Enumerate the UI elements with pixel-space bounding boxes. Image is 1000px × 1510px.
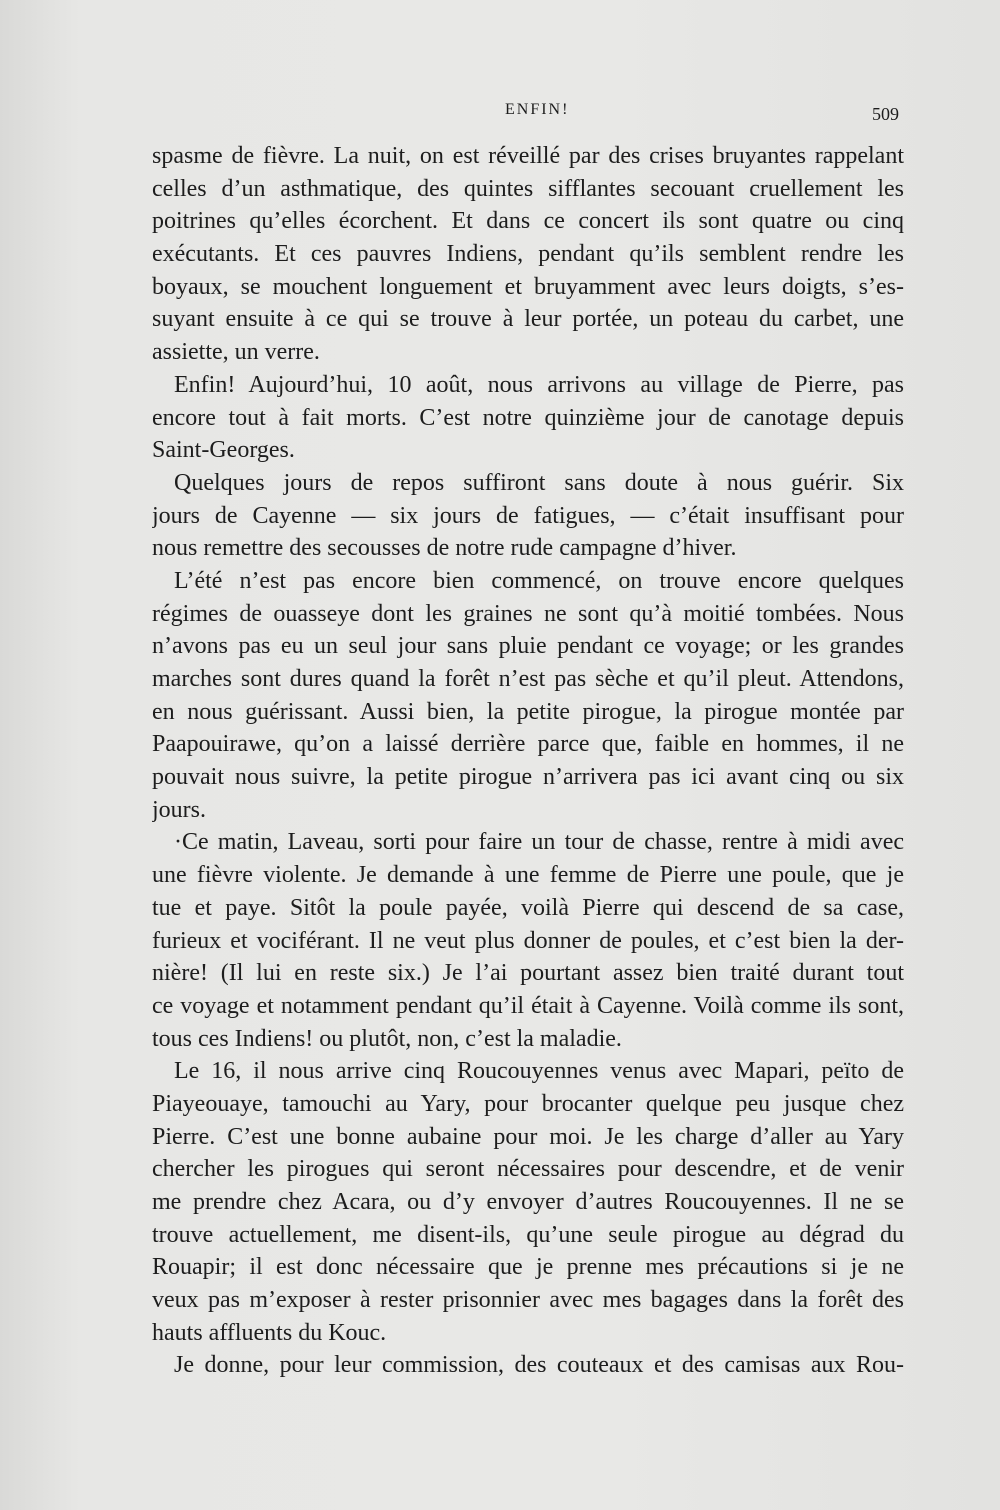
text-line: tous ces Indiens! ou plutôt, non, c’est la maladie. xyxy=(152,1025,622,1052)
text-line: tue et paye. Sitôt la poule payée, voilà Pierre qui descend de sa case, xyxy=(152,894,904,921)
text-line: ce voyage et notamment pendant qu’il était à Cayenne. Voilà comme ils sont, xyxy=(152,992,904,1019)
text-line: poitrines qu’elles écorchent. Et dans ce concert ils sont quatre ou cinq xyxy=(152,208,904,235)
text-line: Paapouirawe, qu’on a laissé derrière parce que, faible en hommes, il ne xyxy=(152,731,904,758)
text-line: Pierre. C’est une bonne aubaine pour moi. Je les charge d’aller au Yary xyxy=(152,1123,904,1150)
text-line: spasme de fièvre. La nuit, on est réveillé par des crises bruyantes rappelant xyxy=(152,143,904,169)
text-line: me prendre chez Acara, ou d’y envoyer d’autres Roucouyennes. Il ne se xyxy=(152,1189,904,1215)
text-line: Piayeouaye, tamouchi au Yary, pour brocanter quelque peu jusque chez xyxy=(152,1090,904,1117)
text-line: une fièvre violente. Je demande à une femme de Pierre une poule, que je xyxy=(152,862,904,889)
text-line: en nous guérissant. Aussi bien, la petite pirogue, la pirogue montée par xyxy=(152,698,904,725)
text-line: n’avons pas eu un seul jour sans pluie pendant ce voyage; or les grandes xyxy=(152,633,904,660)
text-line: jours. xyxy=(152,796,206,823)
text-line: chercher les pirogues qui seront nécessaires pour descendre, et de venir xyxy=(152,1156,904,1183)
text-line: L’été n’est pas encore bien commencé, on trouve encore quelques xyxy=(174,567,904,594)
text-line: veux pas m’exposer à rester prisonnier avec mes bagages dans la forêt des xyxy=(152,1287,904,1314)
text-line: boyaux, se mouchent longuement et bruyamment avec leurs doigts, s’es- xyxy=(152,273,904,300)
page-number: 509 xyxy=(872,104,899,124)
text-line: furieux et vociférant. Il ne veut plus donner de poules, et c’est bien la der- xyxy=(152,927,904,954)
text-line: Enfin! Aujourd’hui, 10 août, nous arrivons au village de Pierre, pas xyxy=(174,371,904,398)
running-head xyxy=(0,101,1000,125)
text-line: marches sont dures quand la forêt n’est pas sèche et qu’il pleut. Attendons, xyxy=(152,666,904,692)
text-line: trouve actuellement, me disent-ils, qu’une seule pirogue au dégrad du xyxy=(152,1221,904,1248)
text-line: Je donne, pour leur commission, des couteaux et des camisas aux Rou- xyxy=(174,1352,904,1379)
text-line: Saint-Georges. xyxy=(152,437,295,464)
body-text xyxy=(152,140,904,1382)
text-line: jours de Cayenne — six jours de fatigues, — c’était insuffisant pour xyxy=(152,502,904,529)
text-line: Quelques jours de repos suffiront sans doute à nous guérir. Six xyxy=(174,469,904,496)
text-line: nière! (Il lui en reste six.) Je l’ai pourtant assez bien traité durant tout xyxy=(152,960,904,987)
text-line: pouvait nous suivre, la petite pirogue n’arrivera pas ici avant cinq ou six xyxy=(152,764,904,791)
text-line: hauts affluents du Kouc. xyxy=(152,1319,387,1346)
text-line: encore tout à fait morts. C’est notre quinzième jour de canotage depuis xyxy=(152,404,904,431)
text-line: assiette, un verre. xyxy=(152,339,320,366)
text-line: Le 16, il nous arrive cinq Roucouyennes venus avec Mapari, peïto de xyxy=(174,1058,904,1085)
text-line: ·Ce matin, Laveau, sorti pour faire un tour de chasse, rentre à midi avec xyxy=(174,829,904,856)
running-title: ENFIN! xyxy=(505,101,570,118)
text-line: Rouapir; il est donc nécessaire que je prenne mes précautions si je ne xyxy=(152,1254,904,1281)
text-line: celles d’un asthmatique, des quintes sifflantes secouant cruellement les xyxy=(152,175,904,202)
text-line: exécutants. Et ces pauvres Indiens, pendant qu’ils semblent rendre les xyxy=(152,241,904,268)
text-line: nous remettre des secousses de notre rude campagne d’hiver. xyxy=(152,535,737,562)
text-line: régimes de ouasseye dont les graines ne sont qu’à moitié tombées. Nous xyxy=(152,600,904,627)
text-line: suyant ensuite à ce qui se trouve à leur portée, un poteau du carbet, une xyxy=(152,306,904,333)
